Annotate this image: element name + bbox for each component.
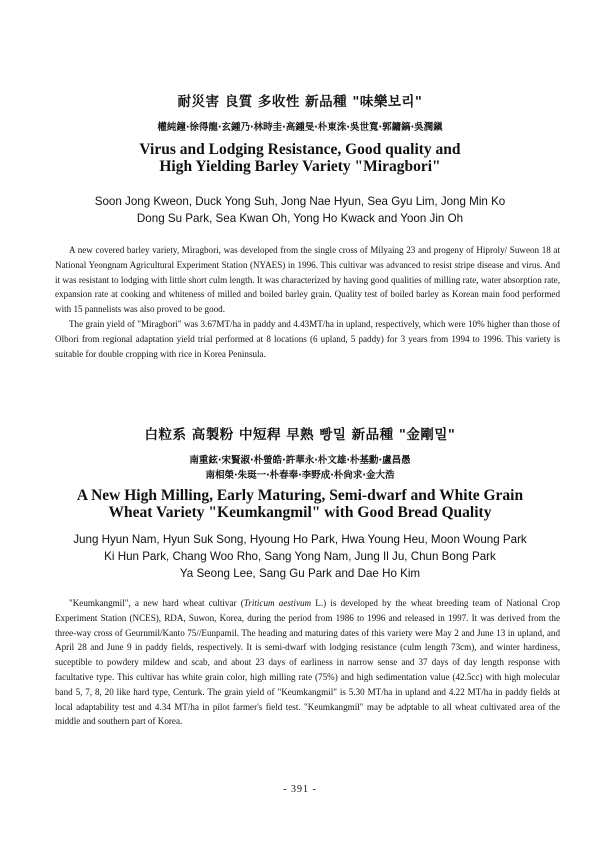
page-number: - 391 - [283,784,317,795]
korean-title: 耐災害 良質 多收性 新品種 "味樂보리" [177,94,423,110]
abstract-paragraph [55,596,560,729]
paper-section-keumkangmil [0,423,600,729]
abstract [55,596,560,729]
korean-authors-line: 南重鉉·宋賢淑·朴螢皓·許華永·朴文雄·朴基勳·盧昌愚 [189,455,411,466]
abstract-paragraph: A new covered barley variety, Miragbori, was developed from the single cross of Milyaing 23 and progeny of Hiproly/ Suweon 18 at National Yeongnam Agricultural Experiment Station (NYAES) in 1996. This cultivar was advanced to resist stripe disease and virus. And it was resistant to lodging with little short culm length. It was characterized by having good qualities of milling rate, water absorption rate, expansion rate at cooking and whiteness of milled and boiled barley grain. Quality test of boiled barley as Korean main food performed with 15 pannelists was also proved to be good. [55,245,560,315]
abstract [55,243,560,361]
abstract-text: L.) is developed by the wheat breeding team of National Crop Experiment Station (NCES), RDA, Suwon, Korea, during the period from 1986 to 1996 and released in 1997. It was derived from the three-way cross of Geurnmil/Kanto 75//Eunpamil. The heading and maturing dates of this variety were May 2 and June 13 in upland, and April 28 and June 9 in paddy fields, respectively. It is semi-dwarf with lodging resistance (culm length 73cm), and winter hardiness, suceptible to powdery mildew and scab, and about 23 days of earliness in narrow sense and 37 days of day length response with facultative type. This cultivar has white grain color, high milling rate (75%) and high sedimentation value (42.5cc) with high molecular band 5, 7, 8, 20 like hard type, Centurk. The grain yield of "Keumkangmil" is 5.30 MT/ha in upland and 4.22 MT/ha in paddy fields at local adaptability test and 4.34 MT/ha in pilot farmer's field test. "Keumkangmil" may be adptable to all wheat cultivated area of the middle and southern part of Korea. [55,598,560,727]
species-name: Triticum aestivum [243,598,312,608]
english-authors-line: Jung Hyun Nam, Hyun Suk Song, Hyoung Ho Park, Hwa Young Heu, Moon Woung Park [73,533,527,546]
english-title-line: A New High Milling, Early Maturing, Semi-dwarf and White Grain [76,487,524,504]
english-title-line: High Yielding Barley Variety "Miragbori" [159,158,441,175]
english-title-line: Wheat Variety "Keumkangmil" with Good Bread Quality [108,504,492,521]
paper-section-miragbori [0,90,600,361]
korean-title: 白粒系 高製粉 中短稈 早熟 빵밀 新品種 "金剛밀" [144,427,456,443]
korean-authors-line: 南相榮·朱珽一·朴春奉·李野成·朴尙求·金大浩 [205,470,395,481]
abstract-text: "Keumkangmil", a new hard wheat cultivar ( [69,598,244,608]
korean-authors: 權純鐘·徐得龍·玄鍾乃·林時圭·高鍾旻·朴東洙·吳世寬·郭鏞鎬·吳潤鎭 [157,122,443,133]
english-authors-line: Dong Su Park, Sea Kwan Oh, Yong Ho Kwack and Yoon Jin Oh [136,212,464,225]
english-authors-line: Ya Seong Lee, Sang Gu Park and Dae Ho Kim [179,567,421,580]
english-authors-line: Soon Jong Kweon, Duck Yong Suh, Jong Nae Hyun, Sea Gyu Lim, Jong Min Ko [94,195,506,208]
english-authors-line: Ki Hun Park, Chang Woo Rho, Sang Yong Nam, Jung Il Ju, Chun Bong Park [104,550,496,563]
abstract-paragraph: The grain yield of "Miragbori" was 3.67MT/ha in paddy and 4.43MT/ha in upland, respectively, which were 10% higher than those of Olbori from regional adaptation yield trial performed at 8 locations (6 upland, 5 paddy) for 3 years from 1994 to 1996. This variety is suitable for double cropping with rice in Korea Peninsula. [55,318,560,359]
english-title-line: Virus and Lodging Resistance, Good quality and [139,141,461,158]
